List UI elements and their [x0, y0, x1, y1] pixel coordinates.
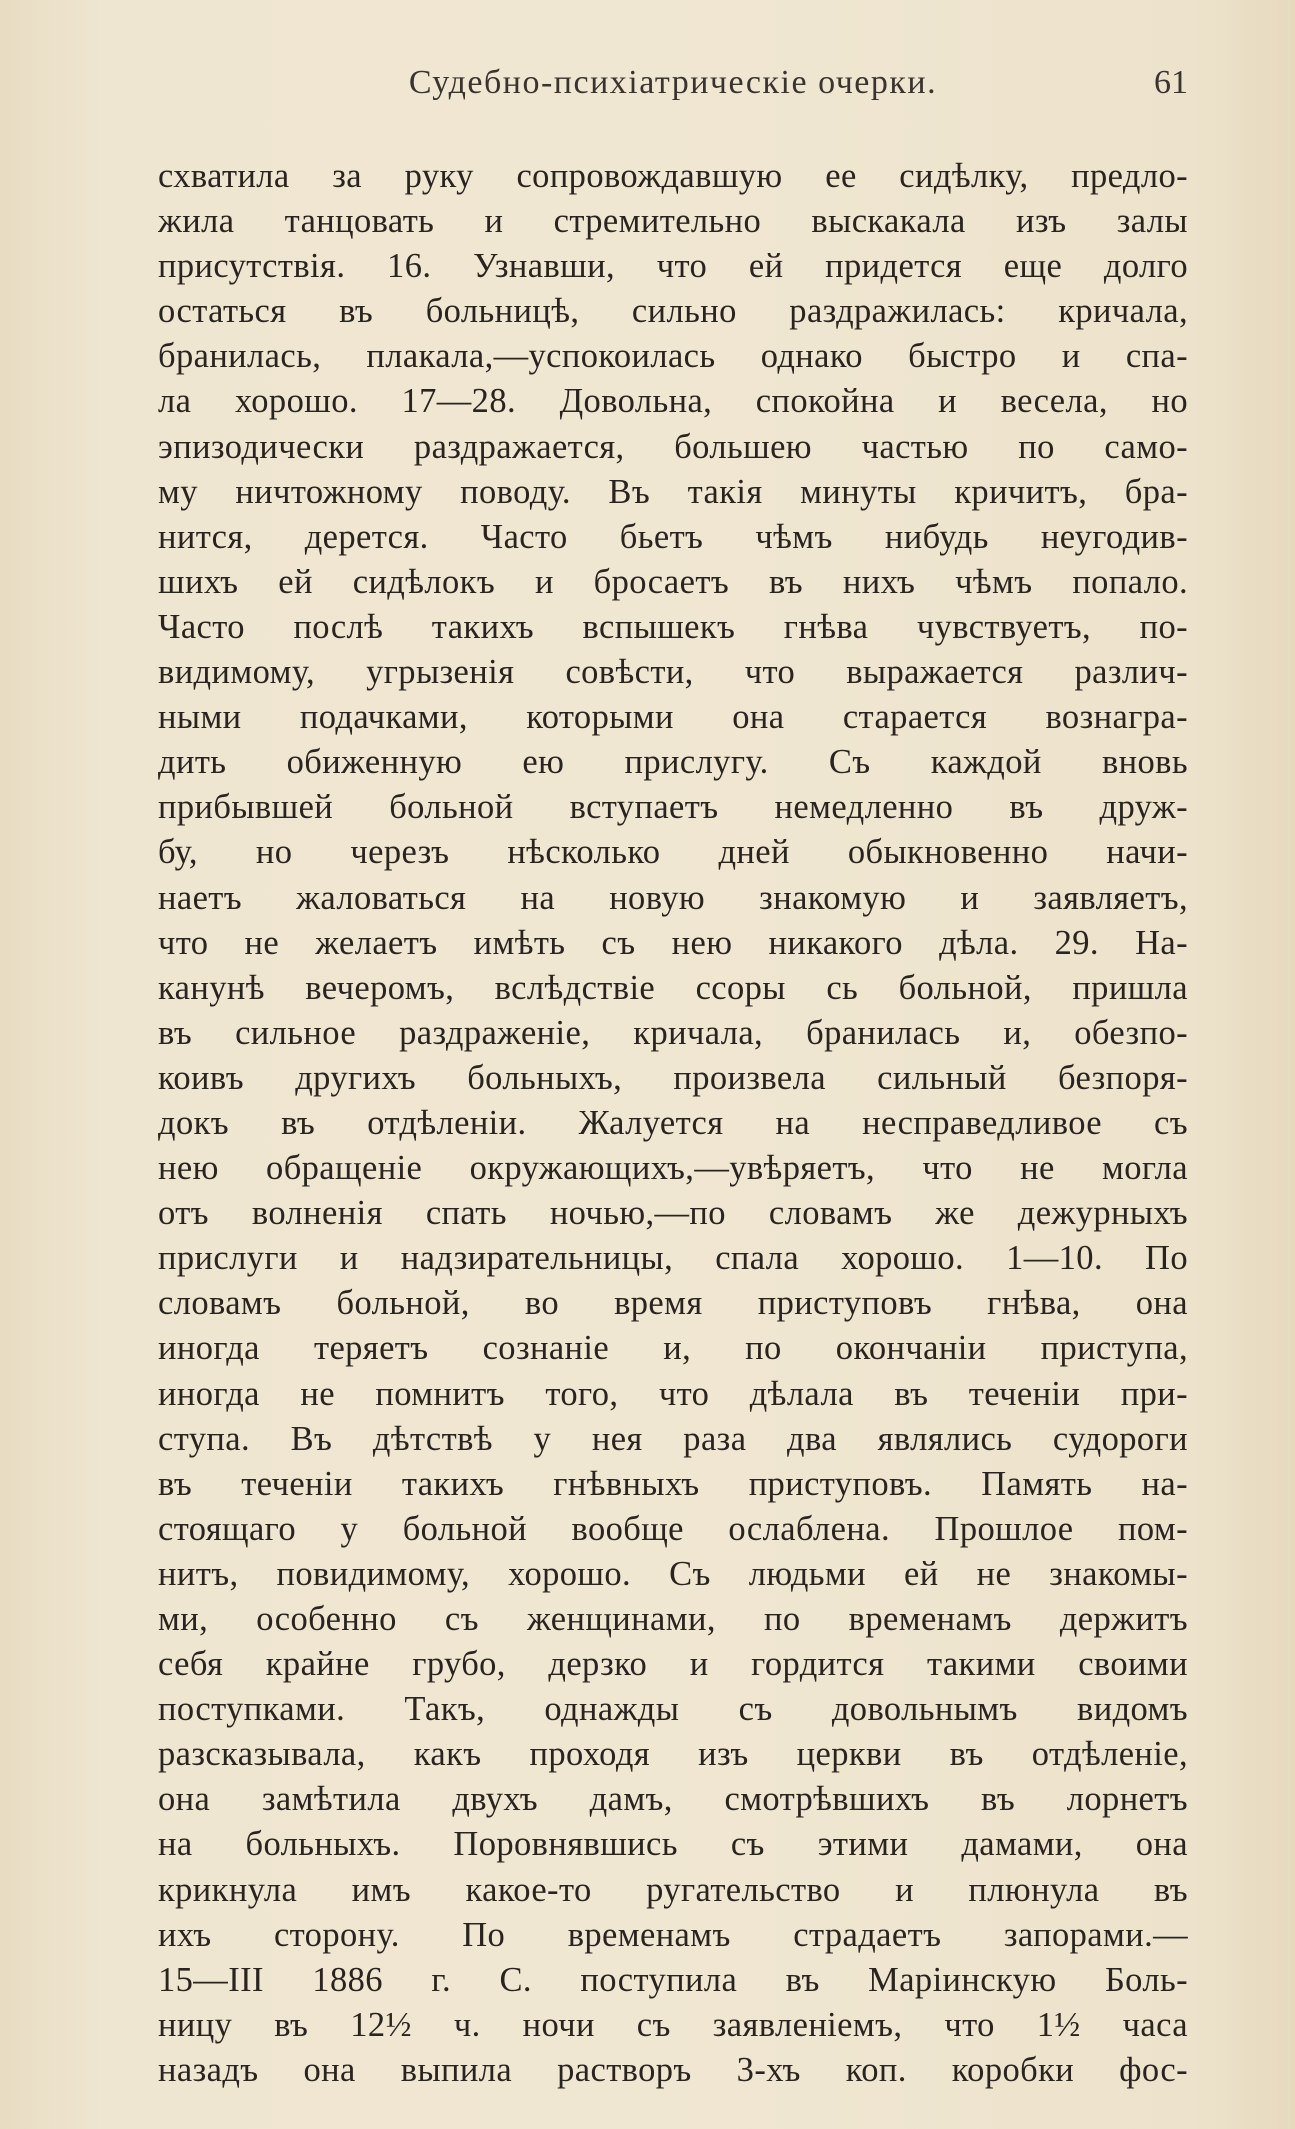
page-number: 61	[1154, 64, 1188, 101]
text-line: присутствія. 16. Узнавши, что ей придется еще долго	[158, 247, 1188, 286]
text-line: схватила за руку сопровождавшую ее сидѣлку, предло-	[158, 157, 1188, 195]
text-line: нится, дерется. Часто бьетъ чѣмъ нибудь неугодив-	[158, 517, 1188, 556]
text-line: докъ въ отдѣленіи. Жалуется на несправедливое съ	[158, 1103, 1188, 1142]
text-line: иногда не помнитъ того, что дѣлала въ теченіи при-	[158, 1374, 1188, 1413]
text-line: она замѣтила двухъ дамъ, смотрѣвшихъ въ лорнетъ	[158, 1780, 1188, 1819]
text-line: себя крайне грубо, дерзко и гордится такими своими	[158, 1645, 1188, 1684]
text-line: ступа. Въ дѣтствѣ у нея раза два являлись судороги	[158, 1419, 1188, 1458]
page-header	[158, 64, 1188, 108]
text-line: канунѣ вечеромъ, вслѣдствіе ссоры сь больной, пришла	[158, 968, 1188, 1007]
text-line: эпизодически раздражается, большею частью по само-	[158, 427, 1188, 466]
text-line: поступками. Такъ, однажды съ довольнымъ видомъ	[158, 1690, 1188, 1729]
text-line: въ теченіи такихъ гнѣвныхъ приступовъ. Память на-	[158, 1464, 1188, 1503]
text-line: назадъ она выпила растворъ 3-хъ коп. коробки фос-	[158, 2050, 1188, 2089]
text-line: ми, особенно съ женщинами, по временамъ держитъ	[158, 1600, 1188, 1638]
text-line: ницу въ 12½ ч. ночи съ заявленіемъ, что 1½ часа	[158, 2005, 1188, 2044]
text-line: стоящаго у больной вообще ослаблена. Прошлое пом-	[158, 1509, 1188, 1548]
running-title: Судебно-психіатрическіе очерки.	[408, 64, 938, 101]
text-line: дить обиженную ею прислугу. Съ каждой вновь	[158, 743, 1188, 782]
text-line: прибывшей больной вступаетъ немедленно въ друж-	[158, 788, 1188, 827]
text-line: Часто послѣ такихъ вспышекъ гнѣва чувствуетъ, по-	[158, 607, 1188, 646]
text-line: прислуги и надзирательницы, спала хорошо. 1—10. По	[158, 1239, 1188, 1278]
body-text	[158, 154, 1188, 2093]
text-line: 15—III 1886 г. С. поступила въ Маріинскую Боль-	[158, 1960, 1188, 1999]
text-line: словамъ больной, во время приступовъ гнѣва, она	[158, 1284, 1188, 1323]
text-line: бу, но черезъ нѣсколько дней обыкновенно начи-	[158, 833, 1188, 872]
text-line: нитъ, повидимому, хорошо. Съ людьми ей не знакомы-	[158, 1554, 1188, 1593]
text-line: крикнула имъ какое-то ругательство и плюнула въ	[158, 1870, 1188, 1909]
text-line: ла хорошо. 17—28. Довольна, спокойна и весела, но	[158, 382, 1188, 421]
text-line: что не желаетъ имѣть съ нею никакого дѣла. 29. На-	[158, 923, 1188, 962]
text-line: ихъ сторону. По временамъ страдаетъ запорами.—	[158, 1915, 1188, 1954]
text-line: наетъ жаловаться на новую знакомую и заявляетъ,	[158, 878, 1188, 917]
text-line: въ сильное раздраженіе, кричала, бранилась и, обезпо-	[158, 1013, 1188, 1052]
text-line: нею обращеніе окружающихъ,—увѣряетъ, что не могла	[158, 1149, 1188, 1188]
text-line: шихъ ей сидѣлокъ и бросаетъ въ нихъ чѣмъ попало.	[158, 562, 1188, 601]
text-line: разсказывала, какъ проходя изъ церкви въ отдѣленіе,	[158, 1735, 1188, 1774]
text-line: коивъ другихъ больныхъ, произвела сильный безпоря-	[158, 1058, 1188, 1097]
text-line: му ничтожному поводу. Въ такія минуты кричитъ, бра-	[158, 472, 1188, 511]
text-line: ными подачками, которыми она старается вознагра-	[158, 698, 1188, 737]
text-line: видимому, угрызенія совѣсти, что выражается различ-	[158, 653, 1188, 692]
text-line: жила танцовать и стремительно выскакала изъ залы	[158, 202, 1188, 241]
text-line: иногда теряетъ сознаніе и, по окончаніи приступа,	[158, 1329, 1188, 1368]
text-line: бранилась, плакала,—успокоилась однако быстро и спа-	[158, 337, 1188, 376]
text-line: остаться въ больницѣ, сильно раздражилась: кричала,	[158, 292, 1188, 331]
text-line: отъ волненія спать ночью,—по словамъ же дежурныхъ	[158, 1194, 1188, 1233]
text-line: на больныхъ. Поровнявшись съ этими дамами, она	[158, 1825, 1188, 1864]
